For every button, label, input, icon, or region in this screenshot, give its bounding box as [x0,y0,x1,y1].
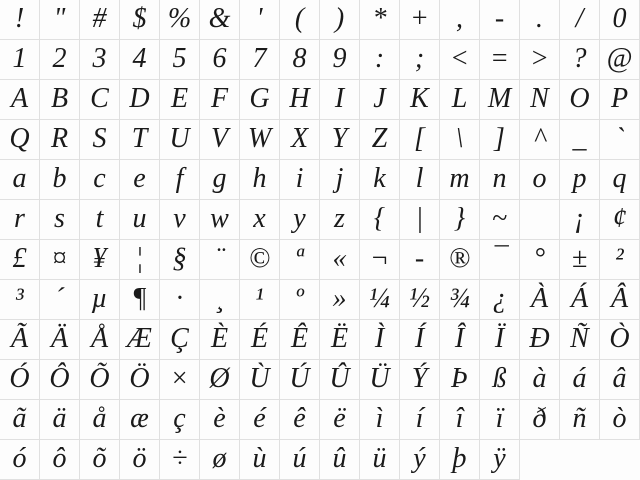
glyph-cell: * [360,0,400,40]
glyph-cell: 2 [40,40,80,80]
glyph-cell: · [160,280,200,320]
glyph-cell: a [0,160,40,200]
glyph-cell: B [40,80,80,120]
glyph-cell: ´ [40,280,80,320]
glyph-cell: ' [240,0,280,40]
glyph-cell: N [520,80,560,120]
glyph-cell: ¹ [240,280,280,320]
glyph-cell: k [360,160,400,200]
glyph-cell: Ç [160,320,200,360]
glyph-cell: Å [80,320,120,360]
glyph-cell: ¦ [120,240,160,280]
glyph-cell: ^ [520,120,560,160]
glyph-cell: \ [440,120,480,160]
glyph-cell: S [80,120,120,160]
glyph-cell: : [360,40,400,80]
glyph-cell: o [520,160,560,200]
glyph-cell: Ä [40,320,80,360]
glyph-cell: s [40,200,80,240]
glyph-cell: Í [400,320,440,360]
glyph-cell: > [520,40,560,80]
glyph-cell: 7 [240,40,280,80]
glyph-cell: Ë [320,320,360,360]
glyph-cell: P [600,80,640,120]
glyph-cell: ¬ [360,240,400,280]
glyph-cell: Q [0,120,40,160]
glyph-cell: ð [520,400,560,440]
glyph-cell: ç [160,400,200,440]
glyph-cell: w [200,200,240,240]
glyph-cell: < [440,40,480,80]
glyph-cell: O [560,80,600,120]
glyph-cell: ® [440,240,480,280]
glyph-cell: t [80,200,120,240]
glyph-cell [520,200,560,240]
glyph-cell: ¨ [200,240,240,280]
glyph-cell: Ý [400,360,440,400]
glyph-cell: e [120,160,160,200]
glyph-cell: í [400,400,440,440]
glyph-cell: $ [120,0,160,40]
glyph-cell: ¶ [120,280,160,320]
glyph-cell: Ü [360,360,400,400]
glyph-cell: 9 [320,40,360,80]
glyph-cell: M [480,80,520,120]
glyph-cell: ò [600,400,640,440]
glyph-cell: ñ [560,400,600,440]
glyph-cell: E [160,80,200,120]
glyph-cell: ? [560,40,600,80]
glyph-cell: " [40,0,80,40]
glyph-cell: ï [480,400,520,440]
glyph-cell: æ [120,400,160,440]
glyph-cell: T [120,120,160,160]
glyph-cell: m [440,160,480,200]
glyph-cell: Î [440,320,480,360]
glyph-cell: Õ [80,360,120,400]
glyph-cell: ô [40,440,80,480]
glyph-cell: 4 [120,40,160,80]
glyph-cell: Á [560,280,600,320]
glyph-cell: p [560,160,600,200]
glyph-cell: = [480,40,520,80]
glyph-cell: å [80,400,120,440]
glyph-cell: ë [320,400,360,440]
glyph-cell: 8 [280,40,320,80]
glyph-cell: ¿ [480,280,520,320]
glyph-cell: ù [240,440,280,480]
glyph-cell: ; [400,40,440,80]
glyph-cell: º [280,280,320,320]
glyph-cell: ó [0,440,40,480]
glyph-cell: Ò [600,320,640,360]
glyph-cell: è [200,400,240,440]
glyph-cell: x [240,200,280,240]
glyph-cell: Ñ [560,320,600,360]
glyph-cell: Z [360,120,400,160]
glyph-cell: 5 [160,40,200,80]
glyph-cell: ö [120,440,160,480]
glyph-cell: i [280,160,320,200]
glyph-cell: 6 [200,40,240,80]
glyph-cell: µ [80,280,120,320]
glyph-cell: U [160,120,200,160]
glyph-cell: F [200,80,240,120]
glyph-cell: Þ [440,360,480,400]
glyph-cell: Ø [200,360,240,400]
glyph-cell: f [160,160,200,200]
glyph-cell: - [480,0,520,40]
glyph-cell: g [200,160,240,200]
glyph-cell: } [440,200,480,240]
glyph-cell: ¸ [200,280,240,320]
glyph-cell: I [320,80,360,120]
glyph-cell: , [440,0,480,40]
glyph-cell: / [560,0,600,40]
glyph-cell: ä [40,400,80,440]
glyph-cell: Û [320,360,360,400]
glyph-cell: b [40,160,80,200]
glyph-cell: h [240,160,280,200]
glyph-cell: ¡ [560,200,600,240]
glyph-cell: ( [280,0,320,40]
glyph-cell: á [560,360,600,400]
glyph-cell: ¥ [80,240,120,280]
glyph-cell: ] [480,120,520,160]
glyph-cell: ¾ [440,280,480,320]
glyph-cell: » [320,280,360,320]
glyph-cell: G [240,80,280,120]
glyph-cell: © [240,240,280,280]
glyph-cell: É [240,320,280,360]
glyph-cell: j [320,160,360,200]
glyph-cell: Ê [280,320,320,360]
glyph-cell: î [440,400,480,440]
glyph-cell: l [400,160,440,200]
glyph-cell: & [200,0,240,40]
glyph-cell: £ [0,240,40,280]
glyph-cell: { [360,200,400,240]
glyph-cell: ) [320,0,360,40]
glyph-cell: ! [0,0,40,40]
glyph-cell: u [120,200,160,240]
glyph-cell: ü [360,440,400,480]
glyph-cell: é [240,400,280,440]
glyph-cell: Æ [120,320,160,360]
glyph-cell: Ô [40,360,80,400]
glyph-cell: ± [560,240,600,280]
glyph-cell: ÷ [160,440,200,480]
glyph-cell: û [320,440,360,480]
glyph-cell: Â [600,280,640,320]
glyph-cell: R [40,120,80,160]
glyph-cell: % [160,0,200,40]
glyph-cell: c [80,160,120,200]
glyph-cell: C [80,80,120,120]
glyph-cell: ê [280,400,320,440]
glyph-cell: â [600,360,640,400]
glyph-cell: ~ [480,200,520,240]
glyph-cell: q [600,160,640,200]
glyph-cell: ý [400,440,440,480]
glyph-cell: [ [400,120,440,160]
glyph-cell: - [400,240,440,280]
glyph-cell: r [0,200,40,240]
glyph-cell: + [400,0,440,40]
glyph-cell: ½ [400,280,440,320]
glyph-cell: Ó [0,360,40,400]
glyph-cell: 3 [80,40,120,80]
glyph-cell: Ã [0,320,40,360]
glyph-cell: _ [560,120,600,160]
glyph-cell: 0 [600,0,640,40]
glyph-cell: z [320,200,360,240]
glyph-cell: Ð [520,320,560,360]
glyph-cell: A [0,80,40,120]
glyph-cell: y [280,200,320,240]
glyph-cell: À [520,280,560,320]
glyph-cell: v [160,200,200,240]
glyph-cell: ã [0,400,40,440]
glyph-cell: D [120,80,160,120]
glyph-cell: n [480,160,520,200]
glyph-cell: @ [600,40,640,80]
glyph-cell: | [400,200,440,240]
glyph-cell: W [240,120,280,160]
glyph-cell: Ï [480,320,520,360]
glyph-cell: ø [200,440,240,480]
glyph-cell: Ú [280,360,320,400]
glyph-cell: × [160,360,200,400]
glyph-cell: # [80,0,120,40]
glyph-cell: ¤ [40,240,80,280]
glyph-cell: õ [80,440,120,480]
glyph-cell: Ù [240,360,280,400]
glyph-cell: Ö [120,360,160,400]
glyph-cell: ¯ [480,240,520,280]
glyph-cell: à [520,360,560,400]
glyph-cell: ú [280,440,320,480]
empty-area [520,440,640,480]
glyph-cell: J [360,80,400,120]
glyph-cell: ° [520,240,560,280]
glyph-cell: þ [440,440,480,480]
glyph-cell: K [400,80,440,120]
glyph-cell: X [280,120,320,160]
glyph-cell: ì [360,400,400,440]
glyph-cell: V [200,120,240,160]
glyph-cell: L [440,80,480,120]
glyph-cell: ¢ [600,200,640,240]
glyph-cell: H [280,80,320,120]
glyph-cell: ³ [0,280,40,320]
glyph-cell: Ì [360,320,400,360]
glyph-cell: È [200,320,240,360]
glyph-cell: ÿ [480,440,520,480]
glyph-cell: ß [480,360,520,400]
glyph-cell: 1 [0,40,40,80]
glyph-cell: ª [280,240,320,280]
glyph-cell: § [160,240,200,280]
glyph-cell: . [520,0,560,40]
glyph-cell: ¼ [360,280,400,320]
glyph-cell: ` [600,120,640,160]
glyph-cell: ² [600,240,640,280]
glyph-cell: « [320,240,360,280]
glyph-cell: Y [320,120,360,160]
